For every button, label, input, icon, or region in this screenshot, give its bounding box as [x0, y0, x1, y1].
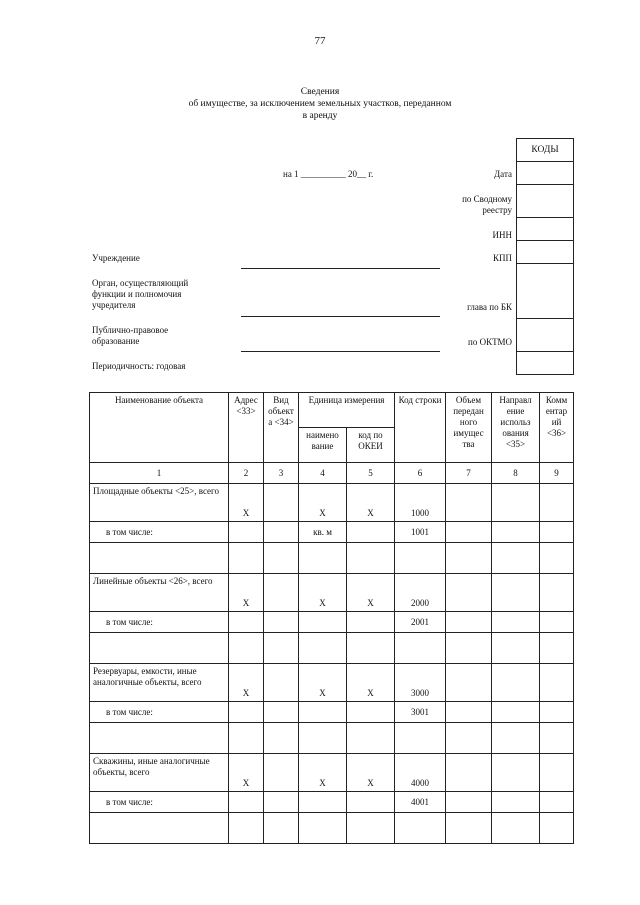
- document-title: [150, 86, 490, 122]
- label-date: Дата: [494, 169, 512, 179]
- code-registry-cell[interactable]: [517, 185, 574, 218]
- column-numbers-row: 1 2 3 4 5 6 7 8 9: [90, 463, 574, 484]
- table-row: Площадные объекты <25>, всего X X X 1000: [90, 484, 574, 522]
- label-bk: глава по БК: [467, 302, 512, 312]
- table-row: Резервуары, емкости, иные аналогичные объекты, всего X X X 3000: [90, 664, 574, 702]
- label-institution: Учреждение: [92, 253, 140, 263]
- code-date-cell[interactable]: [517, 162, 574, 185]
- code-inn-cell[interactable]: [517, 218, 574, 241]
- header-name: Наименование объекта: [90, 393, 229, 463]
- property-table: [89, 392, 574, 844]
- row-name: Площадные объекты <25>, всего: [90, 484, 229, 522]
- title-line-3: в аренду: [302, 111, 338, 121]
- codes-table: [516, 138, 574, 375]
- table-row: [90, 633, 574, 664]
- public-field[interactable]: [241, 351, 440, 352]
- table-row: в том числе: 4001: [90, 792, 574, 813]
- header-unit-name: наимено вание: [299, 428, 347, 463]
- label-kpp: КПП: [492, 253, 512, 263]
- table-row: Линейные объекты <26>, всего X X X 2000: [90, 574, 574, 612]
- report-date-line[interactable]: на 1 __________ 20__ г.: [283, 169, 374, 179]
- table-row: Скважины, иные аналогичные объекты, всего X X X 4000: [90, 754, 574, 792]
- label-inn: ИНН: [492, 230, 512, 240]
- header-address: Адрес <33>: [229, 393, 264, 463]
- code-bk-cell[interactable]: [517, 264, 574, 319]
- table-row: [90, 813, 574, 844]
- row-name: Скважины, иные аналогичные объекты, всего: [90, 754, 229, 792]
- code-kpp-cell[interactable]: [517, 241, 574, 264]
- header-purpose: Направл ение использ ования <35>: [492, 393, 540, 463]
- label-registry: по Сводному реестру: [462, 194, 512, 215]
- table-row: в том числе: 3001: [90, 702, 574, 723]
- title-line-2: об имуществе, за исключением земельных участков, переданном: [188, 99, 452, 109]
- codes-header: КОДЫ: [517, 139, 574, 162]
- page-number: 77: [314, 35, 326, 47]
- table-row: в том числе: кв. м 1001: [90, 522, 574, 543]
- table-row: [90, 723, 574, 754]
- code-extra-cell[interactable]: [517, 352, 574, 375]
- code-oktmo-cell[interactable]: [517, 319, 574, 352]
- table-row: в том числе: 2001: [90, 612, 574, 633]
- table-row: [90, 543, 574, 574]
- header-volume: Объем передан ного имущес тва: [446, 393, 492, 463]
- organ-field[interactable]: [241, 316, 440, 317]
- header-unit-code: код по ОКЕИ: [347, 428, 395, 463]
- institution-field[interactable]: [241, 268, 440, 269]
- label-organ: Орган, осуществляющий функции и полномочия учредителя: [92, 278, 189, 310]
- label-periodicity: Периодичность: годовая: [92, 361, 186, 371]
- row-name: Резервуары, емкости, иные аналогичные объекты, всего: [90, 664, 229, 702]
- header-unit: Единица измерения: [299, 393, 395, 428]
- row-name: Линейные объекты <26>, всего: [90, 574, 229, 612]
- label-public: Публично-правовое образование: [92, 325, 169, 346]
- header-type: Вид объект а <34>: [264, 393, 299, 463]
- label-oktmo: по ОКТМО: [468, 337, 512, 347]
- header-row-code: Код строки: [395, 393, 446, 463]
- title-line-1: Сведения: [300, 87, 340, 97]
- header-comment: Комм ентар ий <36>: [540, 393, 574, 463]
